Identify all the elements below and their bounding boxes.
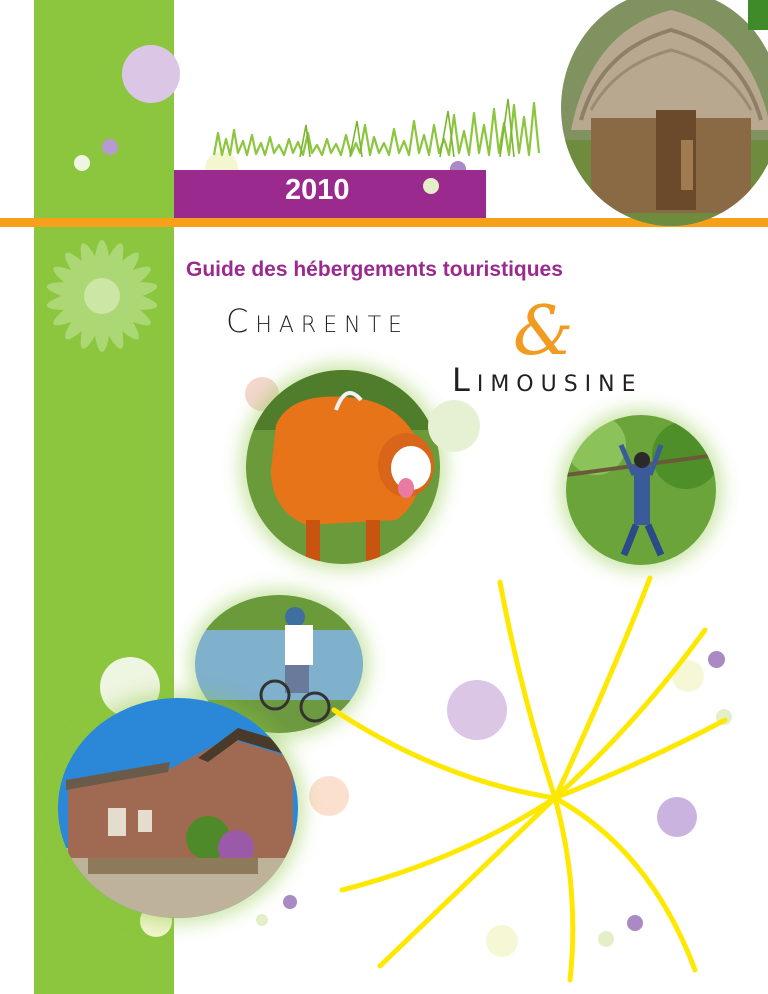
- yellow-starburst: [320, 570, 750, 990]
- pale-bubble: [74, 155, 90, 171]
- orange-pig-sculpture-photo: [246, 370, 440, 564]
- lilac-bubble: [122, 45, 180, 103]
- pale-bubble: [423, 178, 439, 194]
- region-limousine: Limousine: [452, 361, 643, 399]
- pale-bubble: [256, 914, 268, 926]
- pale-bubble: [428, 400, 480, 452]
- flower-icon: [38, 232, 166, 360]
- green-leaf-accent: [748, 0, 768, 30]
- grass-drawing: [210, 95, 545, 167]
- tree-climbing-photo: [566, 415, 716, 565]
- region-charente: Charente: [226, 302, 409, 340]
- thatched-hut-photo: [561, 0, 768, 226]
- purple-bubble: [102, 139, 118, 155]
- stone-farmhouse-photo: [58, 698, 298, 918]
- ampersand: &: [513, 292, 574, 371]
- year-label: 2010: [285, 174, 350, 206]
- guide-subtitle: Guide des hébergements touristiques: [186, 258, 563, 281]
- purple-bubble: [283, 895, 297, 909]
